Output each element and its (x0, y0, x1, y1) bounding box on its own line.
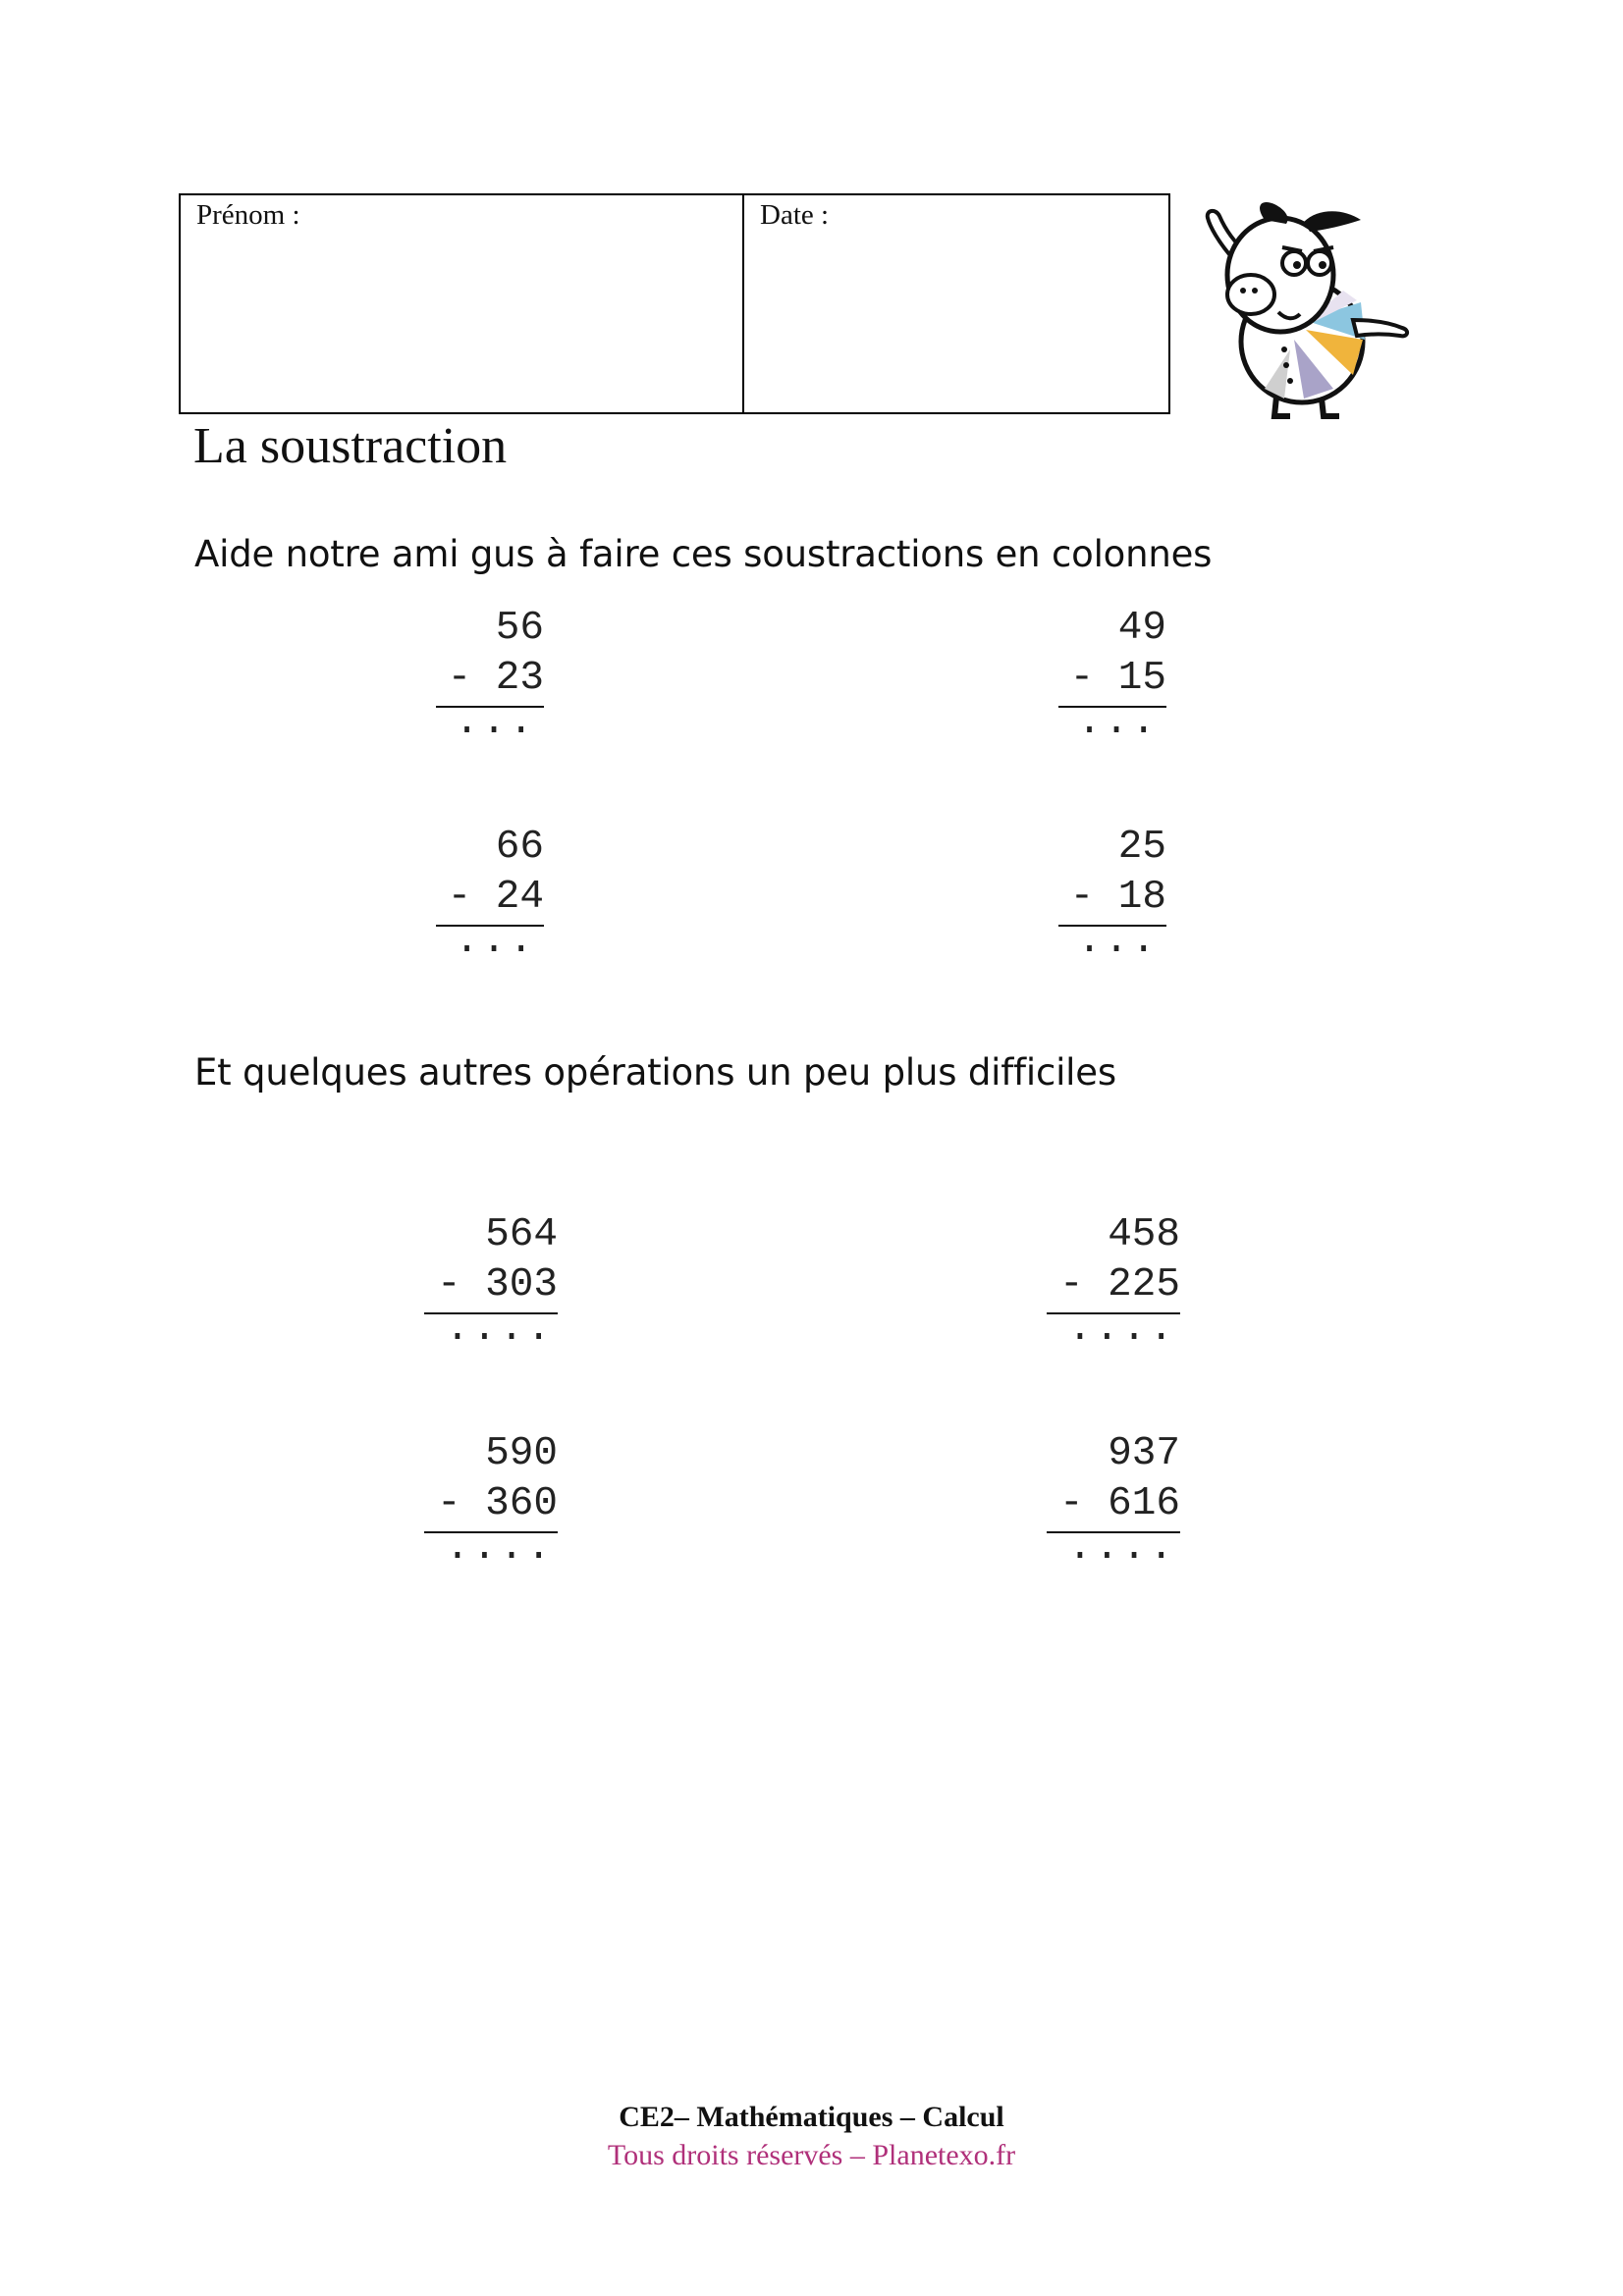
operation-top-number: 66 (495, 825, 544, 870)
subtraction-operation (1035, 1212, 1180, 1362)
operation-answer-blank[interactable]: .... (445, 1307, 554, 1352)
date-label: Date : (760, 199, 830, 231)
operation-top-number: 564 (485, 1212, 558, 1257)
prenom-label: Prénom : (196, 199, 300, 231)
operation-answer-blank[interactable]: ... (455, 700, 536, 745)
subtraction-operation (1035, 1431, 1180, 1581)
operation-answer-blank[interactable]: .... (445, 1525, 554, 1571)
operation-subtrahend: - 303 (436, 1262, 558, 1308)
gus-mascot-illustration (1196, 192, 1414, 420)
subtraction-operation (412, 1212, 558, 1362)
operation-top-number: 458 (1108, 1212, 1180, 1257)
operation-subtrahend: - 616 (1058, 1481, 1180, 1526)
operation-subtrahend: - 225 (1058, 1262, 1180, 1308)
operation-answer-blank[interactable]: .... (1067, 1525, 1176, 1571)
subtraction-operation (1043, 825, 1166, 975)
operation-top-number: 49 (1117, 606, 1166, 651)
subtraction-operation (412, 1431, 558, 1581)
operation-answer-blank[interactable]: .... (1067, 1307, 1176, 1352)
operation-subtrahend: - 360 (436, 1481, 558, 1526)
subtraction-operation (420, 825, 544, 975)
operation-top-number: 590 (485, 1431, 558, 1476)
operation-top-number: 937 (1108, 1431, 1180, 1476)
prenom-cell[interactable] (181, 195, 744, 412)
operation-subtrahend: - 18 (1069, 875, 1166, 920)
operation-answer-blank[interactable]: ... (1077, 700, 1159, 745)
operation-subtrahend: - 23 (447, 656, 544, 701)
section-2-instruction: Et quelques autres opérations un peu plus difficiles (194, 1051, 1116, 1094)
operation-answer-blank[interactable]: ... (455, 919, 536, 964)
operation-answer-blank[interactable]: ... (1077, 919, 1159, 964)
page-title: La soustraction (193, 418, 508, 474)
date-cell[interactable] (744, 195, 1168, 412)
footer-copyright-line: Tous droits réservés – Planetexo.fr (607, 2139, 1016, 2171)
student-info-box (179, 193, 1170, 414)
operation-top-number: 56 (495, 606, 544, 651)
footer-course-line: CE2– Mathématiques – Calcul (619, 2101, 1004, 2133)
operation-subtrahend: - 15 (1069, 656, 1166, 701)
subtraction-operation (1043, 606, 1166, 756)
section-1-instruction: Aide notre ami gus à faire ces soustractions en colonnes (194, 533, 1213, 575)
operation-subtrahend: - 24 (447, 875, 544, 920)
subtraction-operation (420, 606, 544, 756)
operation-top-number: 25 (1117, 825, 1166, 870)
